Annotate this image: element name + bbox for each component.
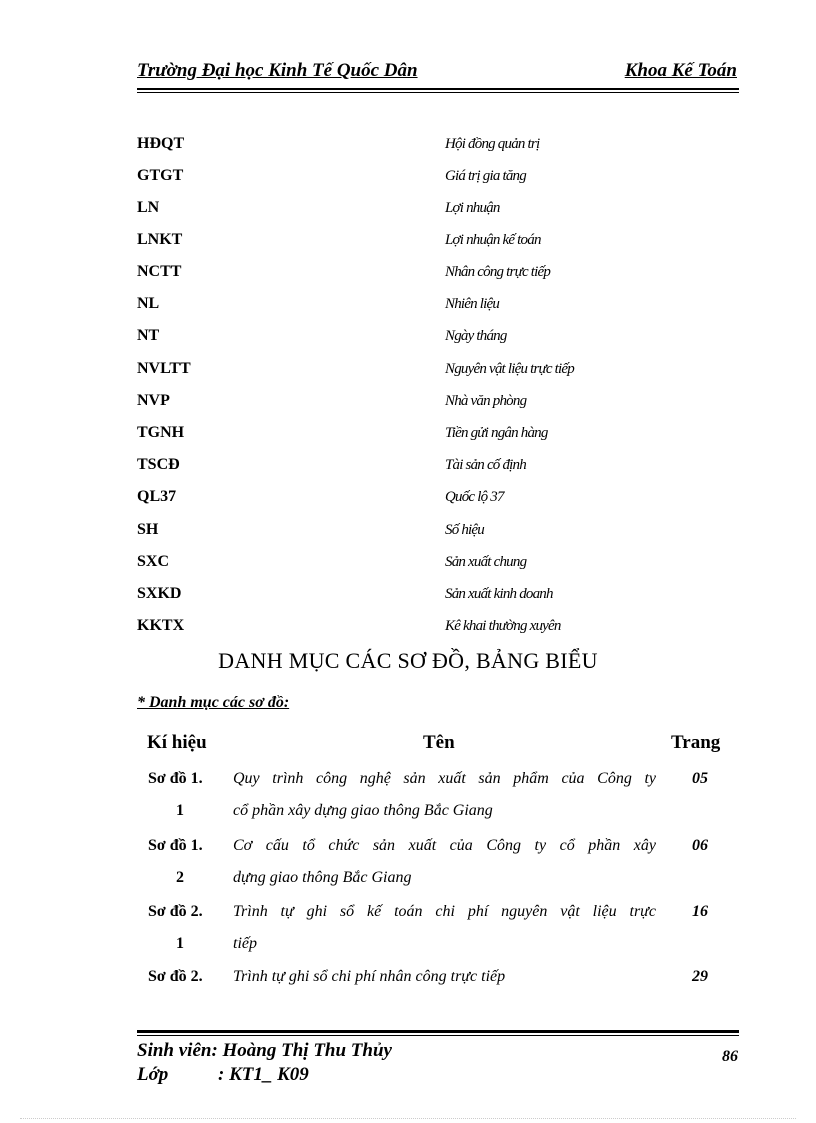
abbr-meaning: Sản xuất chung bbox=[445, 554, 527, 570]
abbr-code: TSCĐ bbox=[137, 456, 180, 473]
row-page: 16 bbox=[692, 903, 708, 920]
section-title: DANH MỤC CÁC SƠ ĐỒ, BẢNG BIỂU bbox=[218, 648, 598, 673]
list-item bbox=[137, 167, 737, 191]
abbr-meaning: Nhân công trực tiếp bbox=[445, 264, 551, 280]
abbr-code: LNKT bbox=[137, 231, 183, 248]
abbr-meaning: Lợi nhuận bbox=[445, 200, 500, 216]
footer-rule-thin bbox=[137, 1035, 739, 1036]
abbr-meaning: Nhiên liệu bbox=[445, 296, 500, 312]
list-item bbox=[137, 617, 737, 641]
abbr-meaning: Hội đồng quản trị bbox=[445, 136, 540, 152]
header-faculty: Khoa Kế Toán bbox=[624, 60, 737, 81]
list-item bbox=[137, 231, 737, 255]
abbr-code: SXC bbox=[137, 553, 170, 570]
list-item bbox=[137, 199, 737, 223]
list-item bbox=[137, 488, 737, 512]
footer-rule bbox=[137, 1030, 739, 1033]
row-id-line2: 1 bbox=[176, 935, 184, 952]
list-item bbox=[137, 521, 737, 545]
list-item bbox=[137, 327, 737, 351]
abbr-meaning: Kê khai thường xuyên bbox=[445, 618, 561, 634]
list-item bbox=[137, 263, 737, 287]
row-name-line2: tiếp bbox=[233, 935, 257, 952]
column-header-name: Tên bbox=[423, 732, 455, 753]
abbr-code: LN bbox=[137, 199, 160, 216]
subsection-title: * Danh mục các sơ đồ: bbox=[137, 694, 290, 711]
row-id-line1: Sơ đồ 2. bbox=[148, 903, 203, 920]
page-edge-divider bbox=[20, 1118, 796, 1119]
row-page: 05 bbox=[692, 770, 708, 787]
list-item bbox=[137, 585, 737, 609]
row-page: 29 bbox=[692, 968, 708, 985]
abbr-meaning: Tiền gửi ngân hàng bbox=[445, 425, 548, 441]
footer-class-label: Lớp bbox=[137, 1064, 169, 1085]
abbr-code: QL37 bbox=[137, 488, 177, 505]
header-school: Trường Đại học Kinh Tế Quốc Dân bbox=[137, 60, 418, 81]
abbr-meaning: Giá trị gia tăng bbox=[445, 168, 526, 184]
abbr-meaning: Nguyên vật liệu trực tiếp bbox=[445, 361, 574, 377]
abbr-meaning: Sản xuất kinh doanh bbox=[445, 586, 553, 602]
row-name-line1: Trình tự ghi sổ kế toán chi phí nguyên vật liệu trực bbox=[233, 903, 656, 920]
row-name-line1: Quy trình công nghệ sản xuất sản phẩm của Công ty bbox=[233, 770, 656, 787]
page-number: 86 bbox=[722, 1048, 738, 1065]
abbr-code: NL bbox=[137, 295, 160, 312]
footer-class-value: : KT1_ K09 bbox=[218, 1064, 309, 1085]
abbr-code: NVP bbox=[137, 392, 170, 409]
abbr-code: SXKD bbox=[137, 585, 182, 602]
abbr-code: NT bbox=[137, 327, 160, 344]
abbr-meaning: Số hiệu bbox=[445, 522, 484, 538]
row-id-line2: 2 bbox=[176, 869, 184, 886]
column-header-id: Kí hiệu bbox=[147, 732, 207, 753]
abbr-code: NVLTT bbox=[137, 360, 191, 377]
row-page: 06 bbox=[692, 837, 708, 854]
row-id-line1: Sơ đồ 1. bbox=[148, 837, 203, 854]
row-name-line1: Cơ cấu tổ chức sản xuất của Công ty cổ phần xây bbox=[233, 837, 656, 854]
abbr-meaning: Nhà văn phòng bbox=[445, 393, 527, 409]
abbr-code: KKTX bbox=[137, 617, 185, 634]
row-id-line1: Sơ đồ 1. bbox=[148, 770, 203, 787]
page-header bbox=[137, 60, 737, 88]
row-id-line1: Sơ đồ 2. bbox=[148, 968, 203, 985]
abbr-code: NCTT bbox=[137, 263, 182, 280]
abbr-code: TGNH bbox=[137, 424, 185, 441]
list-item bbox=[137, 360, 737, 384]
abbr-code: SH bbox=[137, 521, 159, 538]
abbr-code: GTGT bbox=[137, 167, 184, 184]
abbr-meaning: Lợi nhuận kế toán bbox=[445, 232, 541, 248]
header-rule-thin bbox=[137, 92, 739, 93]
list-item bbox=[137, 295, 737, 319]
column-header-page: Trang bbox=[671, 732, 721, 753]
row-name-line2: cổ phần xây dựng giao thông Bắc Giang bbox=[233, 802, 493, 819]
header-rule bbox=[137, 88, 739, 90]
abbr-code: HĐQT bbox=[137, 135, 185, 152]
abbr-meaning: Quốc lộ 37 bbox=[445, 489, 504, 505]
list-item bbox=[137, 553, 737, 577]
abbr-meaning: Ngày tháng bbox=[445, 328, 507, 344]
row-name-line2: dựng giao thông Bắc Giang bbox=[233, 869, 412, 886]
list-item bbox=[137, 135, 737, 159]
footer-student: Sinh viên: Hoàng Thị Thu Thủy bbox=[137, 1040, 392, 1061]
row-name-line1: Trình tự ghi sổ chi phí nhân công trực tiếp bbox=[233, 968, 506, 985]
list-item bbox=[137, 424, 737, 448]
row-id-line2: 1 bbox=[176, 802, 184, 819]
list-item bbox=[137, 392, 737, 416]
abbr-meaning: Tài sản cố định bbox=[445, 457, 526, 473]
list-item bbox=[137, 456, 737, 480]
